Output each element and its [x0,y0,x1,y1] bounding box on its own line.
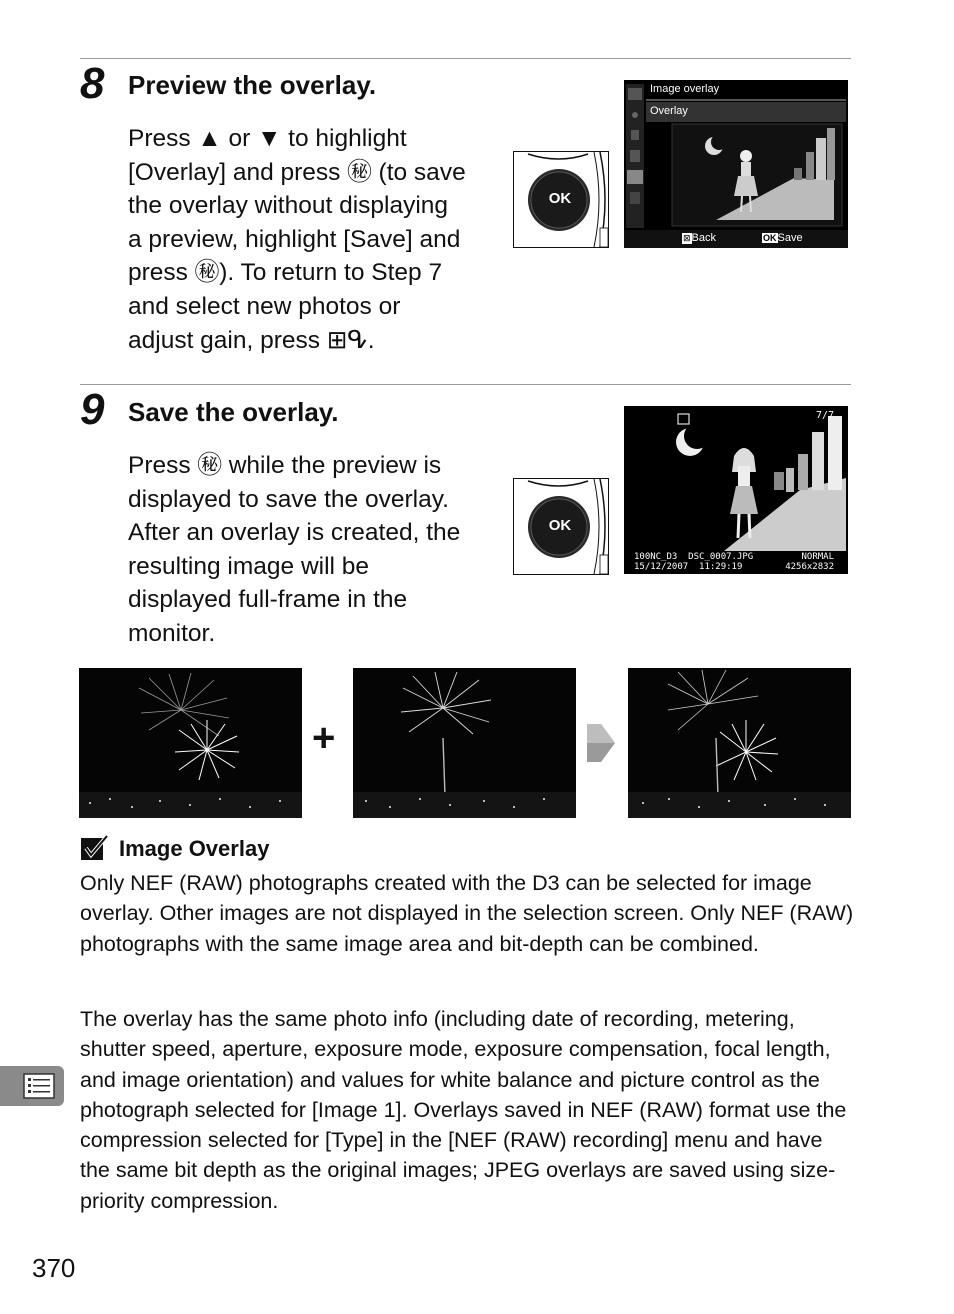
step8-body [128,122,500,357]
camera-screen-overlay-menu [624,80,848,248]
plus-sign: + [312,716,336,760]
menu-guide-tab [0,1066,64,1106]
step9-title: Save the overlay. [128,397,339,427]
ok-button-illustration-2 [513,478,609,575]
date-time: 15/12/2007 11:29:19 [634,562,743,572]
fireworks-photo-1 [79,668,302,818]
step9-rule [80,384,851,385]
fireworks-photo-2 [353,668,576,818]
fireworks-image-2 [353,668,576,818]
step9-body [128,449,500,651]
arrow-right-icon [585,722,617,764]
screen-back-label: Back [691,232,717,244]
fireworks-image-combined [628,668,851,818]
step8-rule [80,58,851,59]
note-paragraph-1: Only NEF (RAW) photographs created with the D3 can be selected for image overlay. Other images are not displayed in the selection screen. Only NEF (RAW) photographs with the same image area and bit-depth can be combined. [80,871,854,956]
step9-text: Press ㊙ while the preview is displayed to save the overlay. After an overlay is created, the resulting image will be displayed full-frame in the monitor. [128,452,461,647]
note-paragraph-2: The overlay has the same photo info (including date of recording, metering, shutter speed, aperture, exposure mode, exposure compensation, focal length, and image orientation) and values for white balance and picture control as the photograph selected for [Image 1]. Overlays saved in NEF (RAW) format use the compression selected for [Type] in the [NEF (RAW) recording] menu and have the same bit depth as the original images; JPEG overlays are saved using size-priority compression. [80,1007,847,1213]
caution-check-icon [80,834,110,862]
thumbnail-zoom-key-icon: ⊠ [683,233,691,243]
screen-save-label: Save [777,232,803,244]
image-size: 4256x2832 [785,562,834,572]
note-title: Image Overlay [119,836,270,861]
full-frame-graphics [624,406,848,574]
screen-menu-title: Image overlay [650,83,720,95]
step8-number: 8 [80,59,105,108]
image-quality: NORMAL [801,552,834,562]
page-number: 370 [32,1253,76,1283]
screen-back-hint [682,232,716,244]
camera-screen-full-frame [624,406,848,574]
folder-file-name: 100NC_D3 DSC_0007.JPG [634,552,754,562]
step8-title: Preview the overlay. [128,70,377,100]
screen-save-hint [762,232,803,244]
step9-number: 9 [80,385,105,434]
fireworks-photo-combined [628,668,851,818]
ok-button-label: OK [548,190,572,207]
frame-count: 7/7 [815,410,834,421]
fireworks-image-1 [79,668,302,818]
screen-item-overlay: Overlay [650,105,688,117]
ok-button-illustration [513,151,609,248]
ok-key-icon: OK [763,233,777,243]
step8-text: Press ▲ or ▼ to highlight [Overlay] and press ㊙ (to save the overlay without displaying a preview, highlight [Save] and press ㊙). To return to Step 7 and select new photos or adjust gain, press ⊞ᕴ. [128,125,466,354]
ok-button-label: OK [548,517,572,534]
menu-list-icon [0,1066,64,1106]
